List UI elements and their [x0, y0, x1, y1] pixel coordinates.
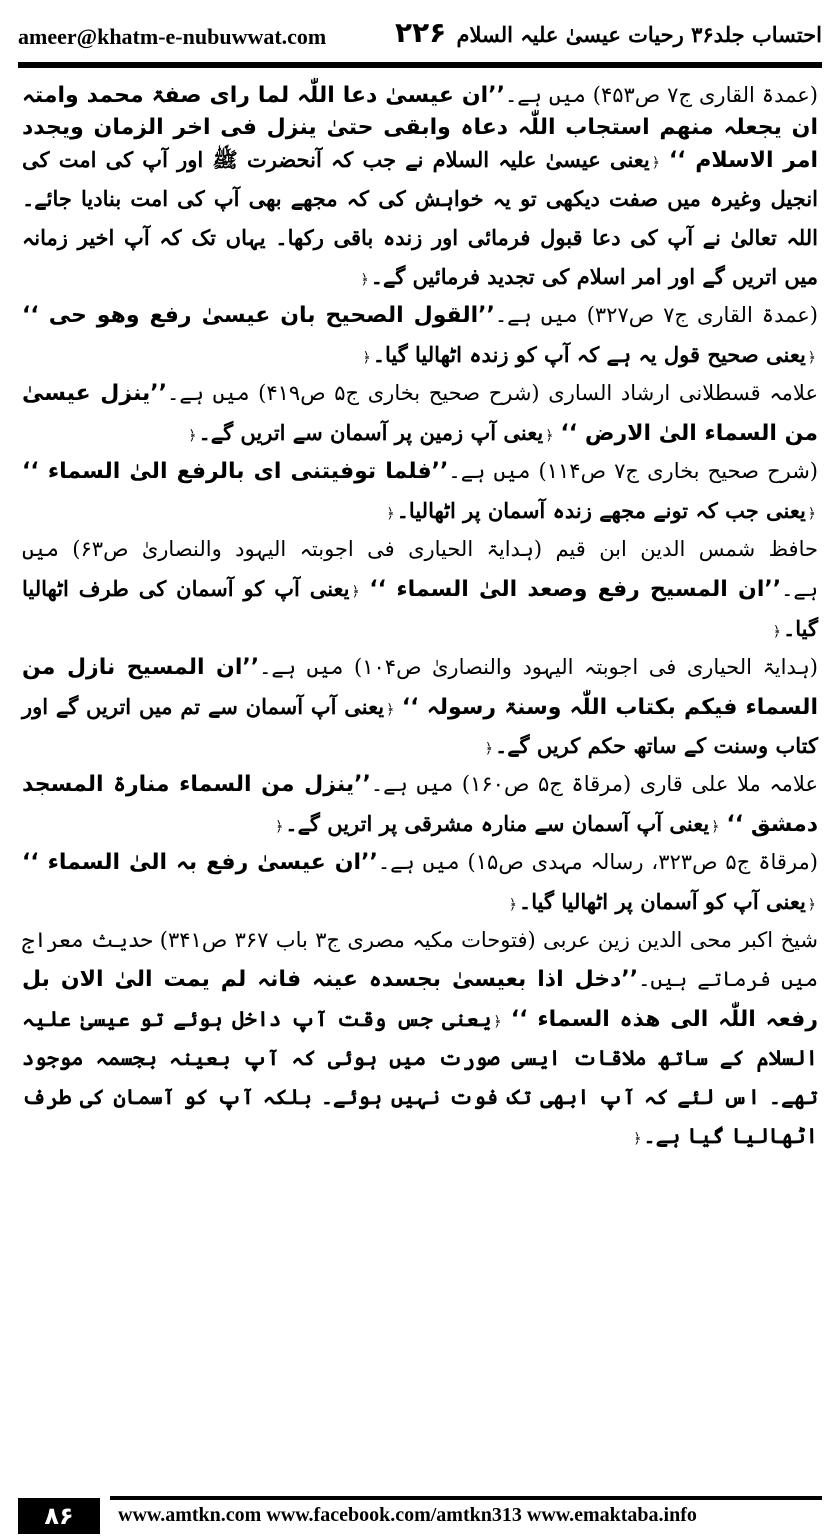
arabic-quote: ’’دخل اذا بعیسیٰ بجسدہ عینہ فانہ لم یمت الیٰ الان بل رفعہ اللّٰہ الی ھذہ السماء ‘‘	[22, 967, 818, 1032]
arabic-quote: ’’القول الصحیح بان عیسیٰ رفع وھو حی ‘‘	[22, 303, 495, 328]
urdu-translation: یعنی آپ آسمان سے تم میں اتریں گے اور کتاب وسنت کے ساتھ حکم کریں گے۔	[22, 694, 818, 758]
ornament-open-icon: ﴿	[651, 155, 660, 171]
citation: شیخ اکبر محی الدین زین عربی (فتوحات مکیہ مصری ج۳ باب ۳۶۷ ص۳۴۱) حدیث معراج میں فرماتے ہیں۔	[22, 928, 818, 991]
paragraph	[22, 76, 818, 296]
header-page-number: ۲۲۶	[395, 16, 447, 49]
ornament-close-icon: ﴿	[362, 350, 371, 366]
arabic-quote: ’’ان عیسیٰ رفع بہ الیٰ السماء ‘‘	[22, 850, 378, 875]
ornament-close-icon: ﴿	[275, 819, 284, 835]
citation: حافظ شمس الدین ابن قیم (ہدایۃ الحیاری فی اجوبتہ الیہود والنصاریٰ ص۶۳) میں ہے۔	[22, 537, 818, 601]
urdu-translation: یعنی جس وقت آپ داخل ہوئے تو عیسیٰ علیہ السلام کے ساتھ ملاقات ایسی صورت میں ہوئی کہ آپ بعینہ بجسمہ موجود تھے۔ اس لئے کہ آپ ابھی تک فوت نہیں ہوئے۔ بلکہ آپ کو آسمان کی طرف اٹھالیا گیا ہے۔	[22, 1006, 818, 1148]
paragraph	[22, 530, 818, 648]
urdu-translation: یعنی عیسیٰ علیہ السلام نے جب کہ آنحضرت ﷺ اور آپ کی امت کی انجیل وغیرہ میں صفت دیکھی تو یہ خواہش کی کہ مجھے بھی آپ کی امت بنادیا جائے۔ اللہ تعالیٰ نے آپ کی دعا قبول فرمائی اور زندہ باقی رکھا۔ یہاں تک کہ آپ اخیر زمانہ میں اتریں گے اور امر اسلام کی تجدید فرمائیں گے۔	[22, 147, 818, 289]
footer-urls: www.amtkn.com www.facebook.com/amtkn313 www.emaktaba.info	[118, 1504, 697, 1526]
ornament-open-icon: ﴿	[386, 702, 395, 718]
page-footer	[18, 1496, 822, 1530]
header-email: ameer@khatm-e-nubuwwat.com	[18, 24, 327, 49]
paragraph	[22, 843, 818, 921]
footer-rule	[110, 1496, 822, 1500]
ornament-close-icon: ﴿	[386, 506, 395, 522]
urdu-translation: یعنی آپ کو آسمان پر اٹھالیا گیا۔	[518, 889, 806, 914]
header-book-title: احتساب جلد۳۶ رحیات عیسیٰ علیہ السلام	[456, 22, 822, 47]
arabic-quote: ’’ان عیسیٰ دعا اللّٰہ لما رای صفۃ محمد وامتہ ان یجعلہ منھم استجاب اللّٰہ دعاہ وابقی حتیٰ ینزل فی اخر الزمان ویجدد امر الاسلام ‘‘	[22, 83, 818, 173]
ornament-open-icon: ﴿	[493, 1014, 502, 1030]
paragraph	[22, 452, 818, 530]
ornament-open-icon: ﴿	[807, 506, 816, 522]
urdu-translation: یعنی آپ آسمان سے منارہ مشرقی پر اتریں گے۔	[285, 811, 710, 836]
ornament-open-icon: ﴿	[807, 897, 816, 913]
arabic-quote: ’’ینزل من السماء منارۃ المسجد دمشق ‘‘	[22, 772, 818, 837]
urdu-translation: یعنی آپ زمین پر آسمان سے اتریں گے۔	[198, 420, 544, 445]
ornament-close-icon: ﴿	[633, 1131, 642, 1147]
urdu-translation: یعنی جب کہ تونے مجھے زندہ آسمان پر اٹھالیا۔	[396, 498, 806, 523]
ornament-close-icon: ﴿	[360, 272, 369, 288]
paragraph	[22, 648, 818, 765]
arabic-quote: ’’ان المسیح نازل من السماء فیکم بکتاب اللّٰہ وسنۃ رسولہ ‘‘	[22, 655, 818, 720]
citation: (شرح صحیح بخاری ج۷ ص۱۱۴) میں ہے۔	[448, 459, 818, 483]
paragraph	[22, 374, 818, 452]
citation: (عمدۃ القاری ج۷ ص۴۵۳) میں ہے۔	[504, 83, 818, 107]
ornament-close-icon: ﴿	[772, 624, 781, 640]
ornament-close-icon: ﴿	[484, 741, 493, 757]
page-header	[18, 14, 822, 60]
arabic-quote: ’’ان المسیح رفع وصعد الیٰ السماء ‘‘	[369, 577, 782, 602]
citation: (مرقاۃ ج۵ ص۳۲۳، رسالہ مہدی ص۱۵) میں ہے۔	[377, 850, 818, 874]
arabic-quote: ’’ینزل عیسیٰ من السماء الیٰ الارض ‘‘	[22, 381, 818, 446]
paragraph	[22, 765, 818, 843]
paragraph	[22, 296, 818, 374]
ornament-open-icon: ﴿	[545, 428, 554, 444]
ornament-open-icon: ﴿	[807, 350, 816, 366]
ornament-open-icon: ﴿	[711, 819, 720, 835]
citation: (ہدایۃ الحیاری فی اجوبتہ الیہود والنصاریٰ ص۱۰۴) میں ہے۔	[259, 655, 818, 679]
arabic-quote: ’’فلما توفیتنی ای بالرفع الیٰ السماء ‘‘	[22, 459, 449, 484]
body-text	[22, 76, 818, 1155]
ornament-close-icon: ﴿	[188, 428, 197, 444]
citation: علامہ قسطلانی ارشاد الساری (شرح صحیح بخاری ج۵ ص۴۱۹) میں ہے۔	[167, 381, 818, 405]
urdu-translation: یعنی صحیح قول یہ ہے کہ آپ کو زندہ اٹھالیا گیا۔	[372, 342, 806, 367]
urdu-translation: یعنی آپ کو آسمان کی طرف اٹھالیا گیا۔	[22, 576, 818, 641]
footer-page-badge: ۸۶	[18, 1498, 100, 1534]
citation: (عمدۃ القاری ج۷ ص۳۲۷) میں ہے۔	[494, 303, 818, 327]
citation: علامہ ملا علی قاری (مرقاۃ ج۵ ص۱۶۰) میں ہے۔	[370, 772, 818, 796]
header-rule	[18, 62, 822, 68]
ornament-open-icon: ﴿	[351, 584, 360, 600]
ornament-close-icon: ﴿	[508, 897, 517, 913]
paragraph	[22, 921, 818, 1155]
